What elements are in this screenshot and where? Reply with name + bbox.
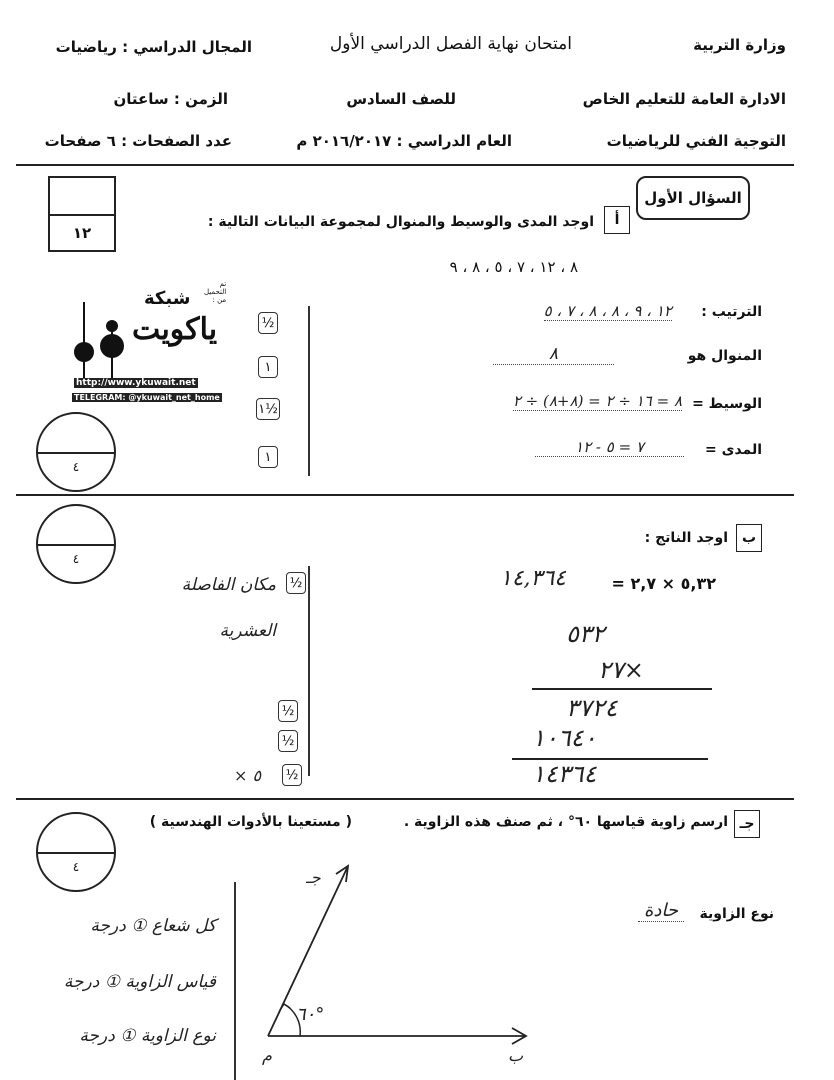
- sort-label: الترتيب :: [701, 304, 762, 320]
- page-count: عدد الصفحات : ٦ صفحات: [44, 132, 232, 150]
- data-set: ٨ ، ١٢ ، ٧ ، ٥ ، ٨ ، ٩: [449, 258, 578, 276]
- part-a-score-circle: [36, 412, 116, 492]
- part-b-marks-divider: [308, 566, 310, 776]
- part-b-prompt: اوجد الناتج :: [644, 530, 728, 546]
- watermark-telegram: TELEGRAM: @ykuwait_net_home: [74, 393, 220, 402]
- rubric-measure: قياس الزاوية ① درجة: [63, 972, 216, 992]
- total-mark: ١٢: [72, 224, 92, 242]
- part-a-score: ٤: [72, 460, 80, 474]
- mark-sort: ½: [258, 312, 278, 334]
- final-product: ١٤٣٦٤: [532, 760, 597, 788]
- mark-decimal-point: ½: [286, 572, 306, 594]
- part-c-score-circle: [36, 812, 116, 892]
- part-c-score: ٤: [72, 860, 80, 874]
- angle-type-label: نوع الزاوية: [699, 906, 774, 922]
- part-a-marks-divider: [308, 306, 310, 476]
- mark-partial-2: ½: [278, 730, 298, 752]
- mode-answer: ٨: [493, 344, 614, 365]
- mark-mode: ١: [258, 356, 278, 378]
- multiplication-expression: ٥,٣٢ × ٢,٧ =: [611, 574, 716, 593]
- median-answer: ٨ = ١٦ ÷ ٢ = (٨+٨) ÷ ٢: [512, 392, 682, 410]
- mark-median: ١½: [256, 398, 280, 420]
- multiplicand: ٥٣٢: [566, 620, 605, 648]
- rubric-rays: كل شعاع ① درجة: [90, 916, 216, 936]
- watermark-brand-top: شبكة: [144, 288, 191, 309]
- mode-label: المنوال هو: [687, 348, 762, 364]
- subject-label: المجال الدراسي : رياضيات: [55, 38, 252, 56]
- part-a-prompt: اوجد المدى والوسيط والمنوال لمجموعة البيانات التالية :: [207, 214, 594, 230]
- grade-label: للصف السادس: [346, 90, 456, 108]
- part-b-score: ٤: [72, 552, 80, 566]
- multiplication-line-1: [532, 688, 712, 690]
- ray-label-right: ب: [508, 1046, 524, 1065]
- partial-product-2: ١٠٦٤٠: [532, 724, 597, 752]
- tools-note: ( مستعينا بالأدوات الهندسية ): [149, 814, 352, 830]
- mark-partial-1: ½: [278, 700, 298, 722]
- supervision-name: التوجية الفني للرياضيات: [606, 132, 786, 150]
- times-five-note: ٥ ×: [234, 766, 262, 785]
- angle-measure: ٦٠°: [296, 1004, 325, 1025]
- part-b-score-circle: [36, 504, 116, 584]
- administration-name: الادارة العامة للتعليم الخاص: [582, 90, 786, 108]
- total-mark-box: [48, 176, 116, 252]
- duration-label: الزمن : ساعتان: [113, 90, 228, 108]
- ministry-name: وزارة التربية: [693, 36, 786, 54]
- multiplication-result: ١٤,٣٦٤: [499, 566, 566, 591]
- part-a-letter: أ: [604, 206, 630, 234]
- academic-year: العام الدراسي : ٢٠١٦/٢٠١٧ م: [296, 132, 512, 150]
- range-answer: ٧ = ٥ - ١٢: [535, 438, 684, 457]
- mark-final: ½: [282, 764, 302, 786]
- watermark-url: http://www.ykuwait.net: [76, 378, 196, 388]
- kuwait-towers-icon: [72, 302, 142, 382]
- part-c-prompt: ارسم زاوية قياسها ٦٠° ، ثم صنف هذه الزاوية .: [403, 814, 728, 830]
- part-b-letter: ب: [736, 524, 762, 552]
- part-c-letter: جـ: [734, 810, 760, 838]
- header-divider: [16, 164, 794, 166]
- part-b-divider: [16, 798, 794, 800]
- part-c-marks-divider: [234, 882, 236, 1080]
- question-title: السؤال الأول: [636, 176, 750, 220]
- range-label: المدى =: [705, 442, 762, 458]
- mark-range: ١: [258, 446, 278, 468]
- vertex-label: م: [262, 1046, 272, 1065]
- sort-answer: ١٢ ، ٩ ، ٨ ، ٨ ، ٧ ، ٥: [543, 302, 672, 320]
- decimal-point-note: مكان الفاصلة العشرية: [181, 575, 276, 641]
- watermark-logo: [72, 278, 227, 412]
- watermark-credit: تم التحميل من :: [204, 280, 227, 304]
- exam-title: امتحان نهاية الفصل الدراسي الأول: [329, 34, 572, 54]
- ray-label-top: جـ: [306, 868, 321, 887]
- angle-type-answer: حادة: [638, 900, 684, 922]
- part-a-divider: [16, 494, 794, 496]
- multiplier: ٢٧×: [598, 656, 644, 684]
- watermark-brand: ياكويت: [132, 312, 218, 347]
- rubric-type: نوع الزاوية ① درجة: [79, 1026, 216, 1046]
- partial-product-1: ٣٧٢٤: [566, 694, 618, 722]
- median-label: الوسيط =: [692, 396, 762, 412]
